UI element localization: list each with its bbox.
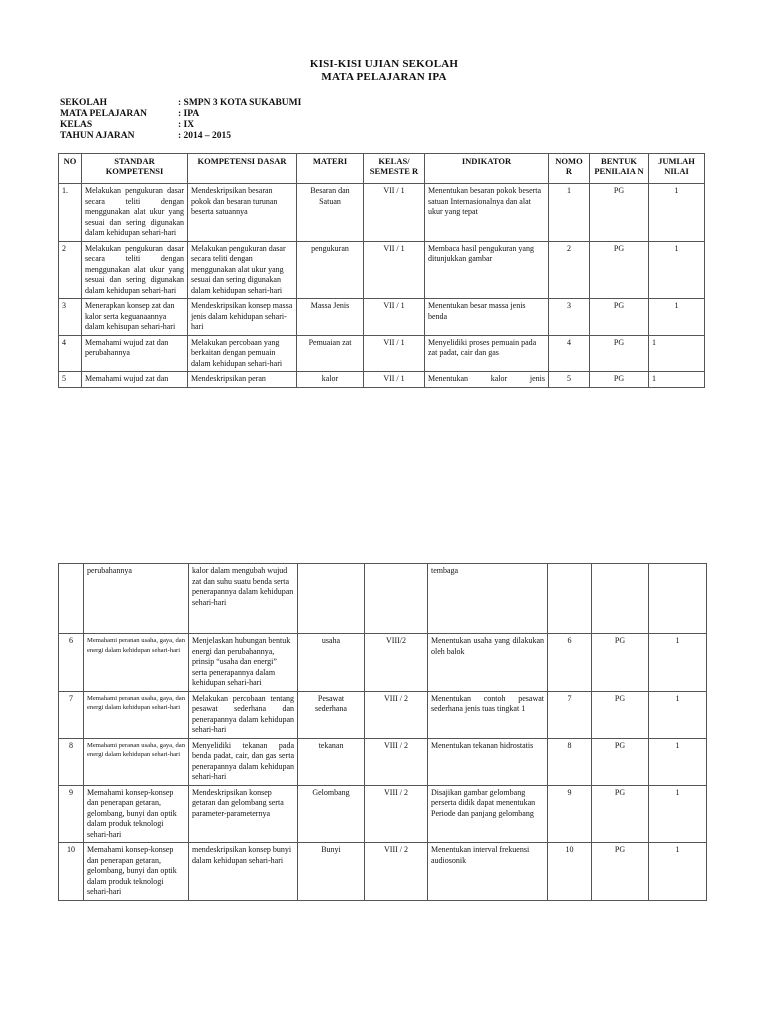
cell-indikator: Menentukan besaran pokok beserta satuan Internasionalnya dan alat ukur yang tepat: [425, 184, 549, 242]
cell-jumlah: 1: [649, 184, 705, 242]
table-row: [59, 564, 707, 634]
cell-sk: Memahami konsep-konsep dan penerapan getaran, gelombang, bunyi dan optik dalam produk teknologi sehari-hari: [84, 843, 189, 901]
info-label: TAHUN AJARAN: [60, 131, 135, 141]
grid-table-page2: [58, 563, 707, 901]
cell-no: 10: [59, 843, 84, 901]
cell-kd: Menjelaskan hubungan bentuk energi dan perubahannya, prinsip “usaha dan energi” serta penerapannya dalam kehidupan sehari-hari: [189, 634, 298, 692]
info-value: : SMPN 3 KOTA SUKABUMI: [178, 98, 302, 108]
cell-no: 5: [59, 372, 82, 388]
cell-kelas: VIII / 2: [365, 691, 428, 738]
table-row: [59, 738, 707, 785]
cell-indikator: tembaga: [428, 564, 548, 634]
cell-kelas: VII / 1: [364, 299, 425, 336]
cell-nomor: [548, 564, 592, 634]
cell-nomor: 9: [548, 785, 592, 843]
cell-no: 1.: [59, 184, 82, 242]
cell-materi: tekanan: [298, 738, 365, 785]
cell-kelas: VIII / 2: [365, 843, 428, 901]
cell-bentuk: [592, 564, 649, 634]
table-row: [59, 785, 707, 843]
cell-sk: Menerapkan konsep zat dan kalor serta keguanaannya dalam kehisupan sehari-hari: [82, 299, 188, 336]
cell-kd: Mendeskripsikan konsep getaran dan gelombang serta parameter-parameternya: [189, 785, 298, 843]
col-header-nomor: NOMO R: [549, 154, 590, 184]
cell-kd: Menyelidiki tekanan pada benda padat, cair, dan gas serta penerapannya dalam kehidupan sehari-hari: [189, 738, 298, 785]
cell-nomor: 5: [549, 372, 590, 388]
cell-kelas: VIII / 2: [365, 738, 428, 785]
cell-materi: pengukuran: [297, 241, 364, 299]
cell-nomor: 10: [548, 843, 592, 901]
cell-no: 6: [59, 634, 84, 692]
info-label: MATA PELAJARAN: [60, 109, 147, 119]
cell-materi: Pemuaian zat: [297, 335, 364, 372]
cell-kd: mendeskripsikan konsep bunyi dalam kehidupan sehari-hari: [189, 843, 298, 901]
col-header-jumlah: JUMLAH NILAI: [649, 154, 705, 184]
info-row-class: [60, 120, 301, 131]
table-row: [59, 335, 705, 372]
cell-kd: Mendeskripsikan besaran pokok dan besaran turunan beserta satuannya: [188, 184, 297, 242]
cell-indikator: Menyelidiki proses pemuain pada zat padat, cair dan gas: [425, 335, 549, 372]
info-value: : IX: [178, 120, 195, 130]
col-header-sk: STANDAR KOMPETENSI: [82, 154, 188, 184]
col-header-materi: MATERI: [297, 154, 364, 184]
cell-bentuk: PG: [590, 184, 649, 242]
col-header-indikator: INDIKATOR: [425, 154, 549, 184]
cell-no: 3: [59, 299, 82, 336]
cell-bentuk: PG: [590, 335, 649, 372]
cell-jumlah: 1: [649, 843, 707, 901]
cell-jumlah: 1: [649, 691, 707, 738]
cell-nomor: 6: [548, 634, 592, 692]
cell-bentuk: PG: [590, 299, 649, 336]
cell-no: 4: [59, 335, 82, 372]
cell-sk: Melakukan pengukuran dasar secara teliti dengan menggunakan alat ukur yang sesuai dan sering digunakan dalam kehidupan sehari-hari: [82, 241, 188, 299]
cell-indikator: Membaca hasil pengukuran yang ditunjukkan gambar: [425, 241, 549, 299]
cell-nomor: 4: [549, 335, 590, 372]
cell-jumlah: 1: [649, 299, 705, 336]
col-header-no: NO: [59, 154, 82, 184]
col-header-kelas: KELAS/ SEMESTE R: [364, 154, 425, 184]
cell-jumlah: 1: [649, 634, 707, 692]
cell-sk: Melakukan pengukuran dasar secara teliti dengan menggunakan alat ukur yang sesuai dan sering digunakan dalam kehidupan sehari-hari: [82, 184, 188, 242]
cell-indikator-text: Menentukan kalor jenis: [428, 374, 545, 383]
cell-sk: Memahami wujud zat dan: [82, 372, 188, 388]
cell-bentuk: PG: [590, 241, 649, 299]
cell-bentuk: PG: [592, 691, 649, 738]
cell-sk: Memahami wujud zat dan perubahannya: [82, 335, 188, 372]
cell-no: 7: [59, 691, 84, 738]
cell-nomor: 8: [548, 738, 592, 785]
cell-kd: kalor dalam mengubah wujud zat dan suhu suatu benda serta penerapannya dalam kehidupan sehari-hari: [189, 564, 298, 634]
cell-jumlah: 1: [649, 372, 705, 388]
cell-no: 9: [59, 785, 84, 843]
cell-materi: Massa Jenis: [297, 299, 364, 336]
cell-sk: Memahami peranan usaha, gaya, dan energi dalam kehidupan sehari-hari: [84, 738, 189, 785]
cell-bentuk: PG: [592, 843, 649, 901]
cell-sk: Memahami peranan usaha, gaya, dan energi dalam kehidupan sehari-hari: [84, 691, 189, 738]
cell-kelas: [365, 564, 428, 634]
table-row: [59, 843, 707, 901]
cell-indikator: Menentukan besar massa jenis benda: [425, 299, 549, 336]
info-row-school: [60, 98, 301, 109]
table-row: [59, 184, 705, 242]
cell-indikator: Disajikan gambar gelombang perserta didik dapat menentukan Periode dan panjang gelombang: [428, 785, 548, 843]
page-title-line1: KISI-KISI UJIAN SEKOLAH: [309, 58, 459, 70]
cell-jumlah: 1: [649, 738, 707, 785]
cell-sk: perubahannya: [84, 564, 189, 634]
cell-kd: Melakukan pengukuran dasar secara teliti dengan menggunakan alat ukur yang sesuai dan sering digunakan dalam kehidupan sehari-hari: [188, 241, 297, 299]
cell-sk: Memahami konsep-konsep dan penerapan getaran, gelombang, bunyi dan optik dalam produk teknologi sehari-hari: [84, 785, 189, 843]
cell-kelas: VII / 1: [364, 372, 425, 388]
cell-kelas: VII / 1: [364, 241, 425, 299]
table-row: [59, 691, 707, 738]
cell-indikator: Menentukan interval frekuensi audiosonik: [428, 843, 548, 901]
cell-bentuk: PG: [590, 372, 649, 388]
cell-materi: Besaran dan Satuan: [297, 184, 364, 242]
cell-bentuk: PG: [592, 738, 649, 785]
cell-materi: [298, 564, 365, 634]
cell-nomor: 2: [549, 241, 590, 299]
cell-sk: Memahami peranan usaha, gaya, dan energi dalam kehidupan sehari-hari: [84, 634, 189, 692]
cell-kelas: VII / 1: [364, 184, 425, 242]
cell-no: [59, 564, 84, 634]
cell-no: 2: [59, 241, 82, 299]
col-header-kd: KOMPETENSI DASAR: [188, 154, 297, 184]
cell-nomor: 7: [548, 691, 592, 738]
page-title-line2: MATA PELAJARAN IPA: [321, 71, 447, 83]
table-row: [59, 634, 707, 692]
col-header-bentuk: BENTUK PENILAIA N: [590, 154, 649, 184]
cell-kd: Melakukan percobaan yang berkaitan dengan pemuain dalam kehidupan sehari-hari: [188, 335, 297, 372]
cell-kelas: VIII/2: [365, 634, 428, 692]
cell-kd: Melakukan percobaan tentang pesawat sederhana dan penerapannya dalam kehidupan sehari-hari: [189, 691, 298, 738]
cell-indikator: Menentukan contoh pesawat sederhana jenis tuas tingkat 1: [428, 691, 548, 738]
school-info: [60, 98, 301, 142]
table-row: [59, 299, 705, 336]
cell-materi: Gelombang: [298, 785, 365, 843]
grid-table-page1: [58, 153, 705, 388]
info-row-year: [60, 131, 301, 142]
cell-bentuk: PG: [592, 634, 649, 692]
cell-materi: kalor: [297, 372, 364, 388]
info-label: KELAS: [60, 120, 93, 130]
cell-kd: Mendeskripsikan konsep massa jenis dalam kehidupan sehari-hari: [188, 299, 297, 336]
cell-jumlah: 1: [649, 335, 705, 372]
cell-indikator: [425, 372, 549, 388]
info-value: : 2014 – 2015: [178, 131, 232, 141]
cell-nomor: 3: [549, 299, 590, 336]
cell-indikator: Menentukan usaha yang dilakukan oleh balok: [428, 634, 548, 692]
cell-indikator: Menentukan tekanan hidrostatis: [428, 738, 548, 785]
cell-materi: usaha: [298, 634, 365, 692]
info-row-subject: [60, 109, 301, 120]
cell-materi: Bunyi: [298, 843, 365, 901]
table-row: [59, 372, 705, 388]
info-value: : IPA: [178, 109, 200, 119]
cell-nomor: 1: [549, 184, 590, 242]
cell-bentuk: PG: [592, 785, 649, 843]
cell-kd: Mendeskripsikan peran: [188, 372, 297, 388]
cell-kelas: VII / 1: [364, 335, 425, 372]
cell-jumlah: [649, 564, 707, 634]
table-row: [59, 241, 705, 299]
cell-kelas: VIII / 2: [365, 785, 428, 843]
cell-materi: Pesawat sederhana: [298, 691, 365, 738]
cell-jumlah: 1: [649, 241, 705, 299]
header-row: [59, 154, 705, 184]
cell-no: 8: [59, 738, 84, 785]
info-label: SEKOLAH: [60, 98, 107, 108]
cell-jumlah: 1: [649, 785, 707, 843]
